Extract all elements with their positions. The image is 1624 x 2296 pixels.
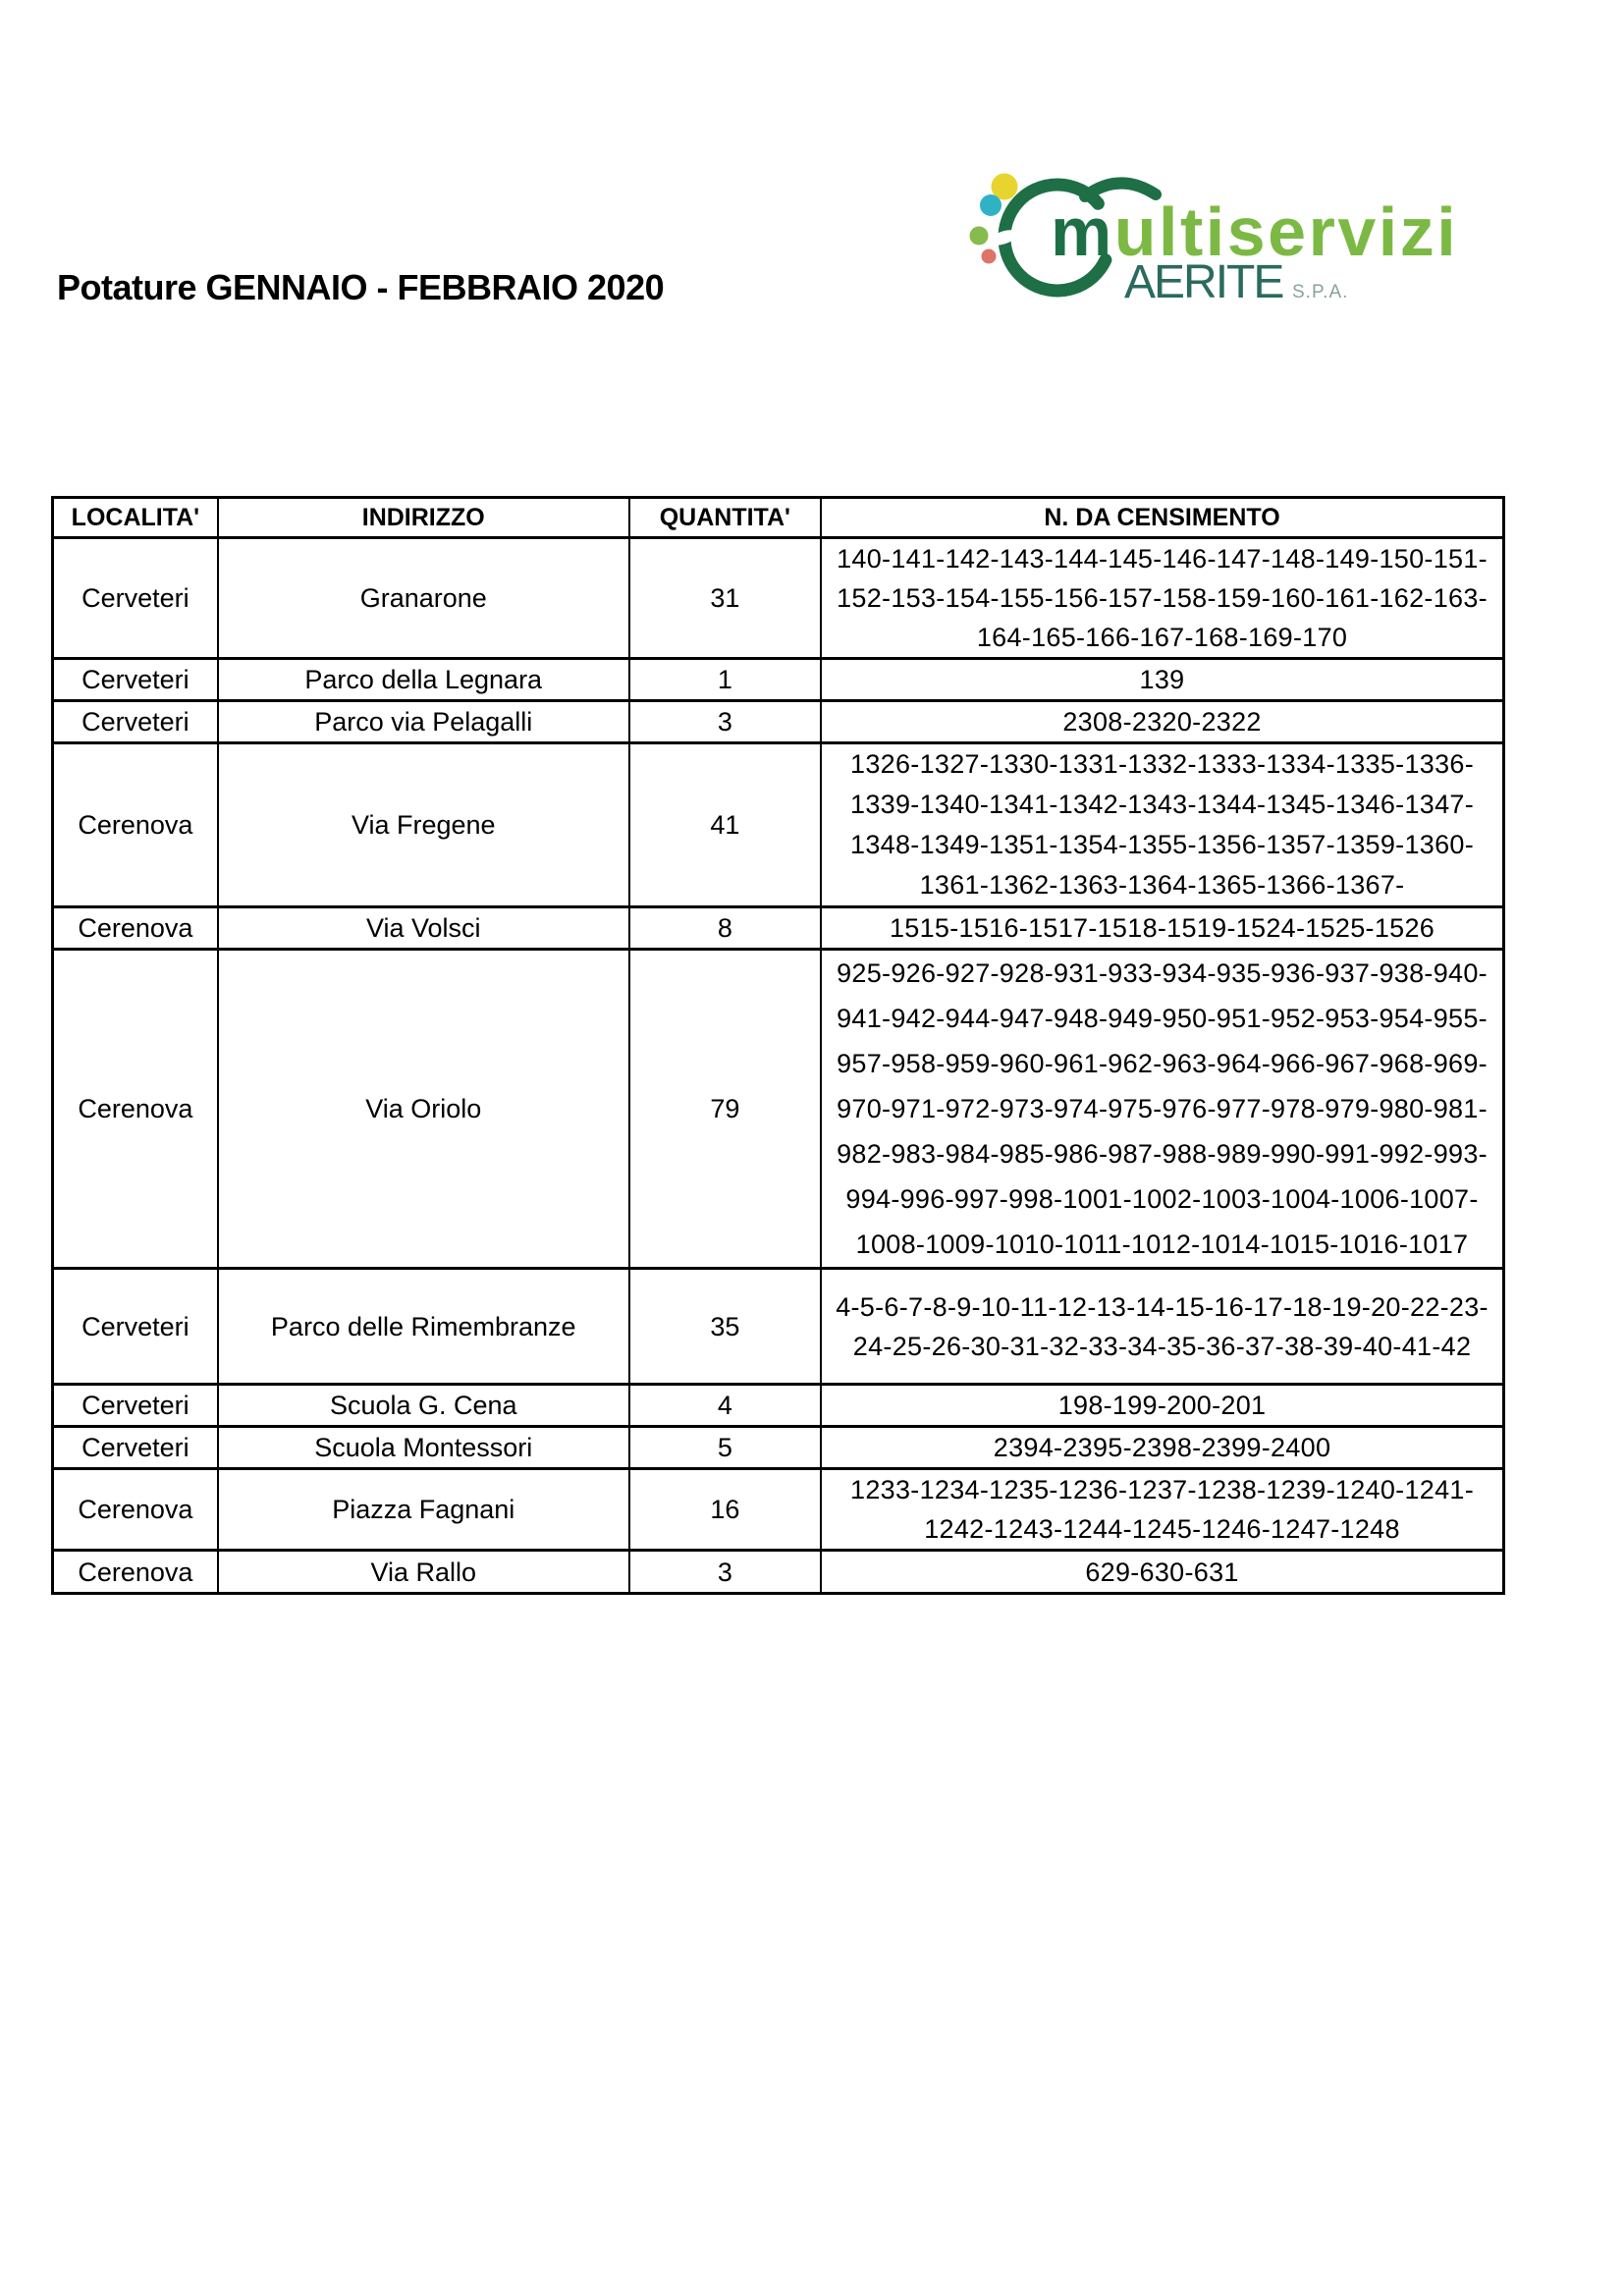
potature-table xyxy=(51,496,1505,1595)
cell-indirizzo: Parco delle Rimembranze xyxy=(218,1269,629,1385)
company-logo xyxy=(954,145,1504,327)
cell-indirizzo: Via Oriolo xyxy=(218,950,629,1269)
column-header-indirizzo: INDIRIZZO xyxy=(218,498,629,538)
cell-indirizzo: Via Rallo xyxy=(218,1551,629,1594)
cell-indirizzo: Via Volsci xyxy=(218,907,629,950)
table-row xyxy=(53,1469,1504,1551)
header-row xyxy=(53,498,1504,538)
cell-quantita: 5 xyxy=(629,1427,821,1469)
cell-censimento: 1515-1516-1517-1518-1519-1524-1525-1526 xyxy=(821,907,1503,950)
column-header-localita: LOCALITA' xyxy=(53,498,218,538)
cell-censimento: 4-5-6-7-8-9-10-11-12-13-14-15-16-17-18-19-20-22-23-24-25-26-30-31-32-33-34-35-36-37-38-39-40-41-42 xyxy=(821,1269,1503,1385)
cell-quantita: 3 xyxy=(629,1551,821,1594)
table-row xyxy=(53,701,1504,743)
cell-quantita: 3 xyxy=(629,701,821,743)
cell-censimento: 2394-2395-2398-2399-2400 xyxy=(821,1427,1503,1469)
cell-censimento: 139 xyxy=(821,659,1503,701)
cell-indirizzo: Piazza Fagnani xyxy=(218,1469,629,1551)
cell-indirizzo: Parco via Pelagalli xyxy=(218,701,629,743)
table-row xyxy=(53,1551,1504,1594)
cell-localita: Cerenova xyxy=(53,950,218,1269)
table-row xyxy=(53,538,1504,659)
cell-censimento: 925-926-927-928-931-933-934-935-936-937-938-940-941-942-944-947-948-949-950-951-952-953-954-955-957-958-959-960-961-962-963-964-966-967-968-969-970-971-972-973-974-975-976-977-978-979-980-981-982-983-984-985-986-987-988-989-990-991-992-993-994-996-997-998-1001-1002-1003-1004-1006-1007-1008-1009-1010-1011-1012-1014-1015-1016-1017 xyxy=(821,950,1503,1269)
cell-quantita: 35 xyxy=(629,1269,821,1385)
column-header-censimento: N. DA CENSIMENTO xyxy=(821,498,1503,538)
cell-localita: Cerenova xyxy=(53,1469,218,1551)
cell-censimento: 140-141-142-143-144-145-146-147-148-149-150-151-152-153-154-155-156-157-158-159-160-161-162-163-164-165-166-167-168-169-170 xyxy=(821,538,1503,659)
cell-localita: Cerveteri xyxy=(53,1427,218,1469)
cell-localita: Cerenova xyxy=(53,907,218,950)
cell-censimento: 198-199-200-201 xyxy=(821,1385,1503,1427)
cell-localita: Cerveteri xyxy=(53,1269,218,1385)
cell-localita: Cerenova xyxy=(53,1551,218,1594)
logo-dot-salmon-icon xyxy=(982,249,997,264)
table-row xyxy=(53,950,1504,1269)
cell-indirizzo: Scuola G. Cena xyxy=(218,1385,629,1427)
cell-indirizzo: Scuola Montessori xyxy=(218,1427,629,1469)
table-row xyxy=(53,659,1504,701)
cell-localita: Cerveteri xyxy=(53,659,218,701)
cell-indirizzo: Granarone xyxy=(218,538,629,659)
cell-censimento: 2308-2320-2322 xyxy=(821,701,1503,743)
cell-quantita: 1 xyxy=(629,659,821,701)
cell-quantita: 79 xyxy=(629,950,821,1269)
cell-censimento: 1233-1234-1235-1236-1237-1238-1239-1240-1241-1242-1243-1244-1245-1246-1247-1248 xyxy=(821,1469,1503,1551)
cell-censimento: 1326-1327-1330-1331-1332-1333-1334-1335-1336-1339-1340-1341-1342-1343-1344-1345-1346-1347-1348-1349-1351-1354-1355-1356-1357-1359-1360-1361-1362-1363-1364-1365-1366-1367- xyxy=(821,743,1503,907)
column-header-quantita: QUANTITA' xyxy=(629,498,821,538)
table-body xyxy=(53,538,1504,1594)
cell-quantita: 4 xyxy=(629,1385,821,1427)
cell-quantita: 31 xyxy=(629,538,821,659)
cell-quantita: 41 xyxy=(629,743,821,907)
logo-aerite-text: AERITE xyxy=(1124,256,1283,308)
cell-quantita: 16 xyxy=(629,1469,821,1551)
cell-localita: Cerveteri xyxy=(53,1385,218,1427)
cell-indirizzo: Via Fregene xyxy=(218,743,629,907)
logo-brand-m: m xyxy=(1051,193,1114,270)
logo-brand-rest: ultiservizi xyxy=(1113,193,1459,270)
cell-localita: Cerenova xyxy=(53,743,218,907)
table-row xyxy=(53,743,1504,907)
page-title: Potature GENNAIO - FEBBRAIO 2020 xyxy=(57,267,665,307)
table-row xyxy=(53,907,1504,950)
cell-indirizzo: Parco della Legnara xyxy=(218,659,629,701)
table-row xyxy=(53,1385,1504,1427)
cell-localita: Cerveteri xyxy=(53,538,218,659)
cell-censimento: 629-630-631 xyxy=(821,1551,1503,1594)
table-row xyxy=(53,1269,1504,1385)
table-header xyxy=(53,498,1504,538)
cell-localita: Cerveteri xyxy=(53,701,218,743)
table-row xyxy=(53,1427,1504,1469)
logo-dot-teal-icon xyxy=(980,194,1001,216)
logo-dot-green-icon xyxy=(970,227,989,246)
logo-spa-text: S.P.A. xyxy=(1292,282,1349,302)
cell-quantita: 8 xyxy=(629,907,821,950)
